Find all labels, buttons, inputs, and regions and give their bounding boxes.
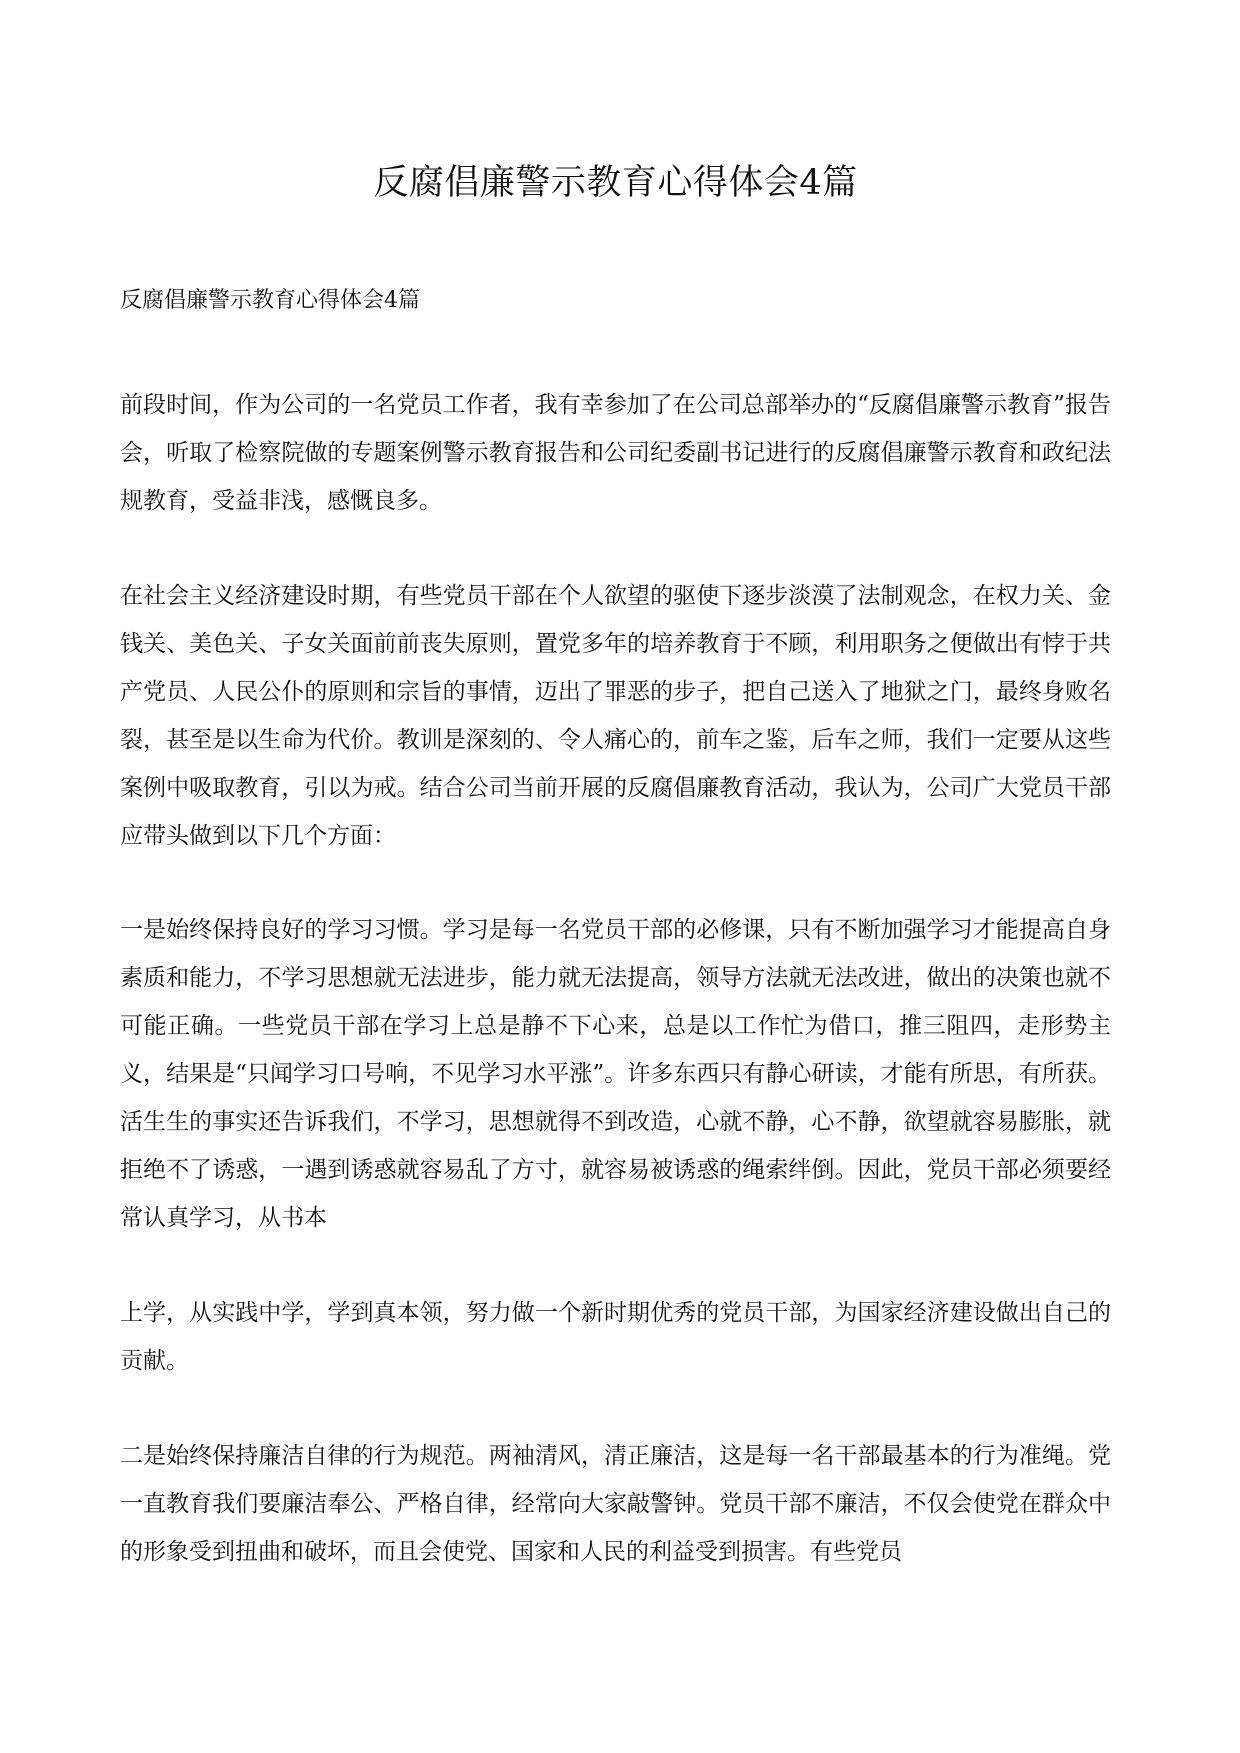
- paragraph-point-two: 二是始终保持廉洁自律的行为规范。两袖清风，清正廉洁，这是每一名干部最基本的行为准绳。党一直教育我们要廉洁奉公、严格自律，经常向大家敲警钟。党员干部不廉洁，不仅会使党在群众中的形象受到扭曲和破坏，而且会使党、国家和人民的利益受到损害。有些党员: [120, 1443, 1111, 1565]
- document-subtitle: 反腐倡廉警示教育心得体会4篇: [120, 288, 420, 313]
- paragraph-point-one-continued: 上学，从实践中学，学到真本领，努力做一个新时期优秀的党员干部，为国家经济建设做出自己的贡献。: [120, 1300, 1111, 1374]
- paragraph-intro: 前段时间，作为公司的一名党员工作者，我有幸参加了在公司总部举办的“反腐倡廉警示教育”报告会，听取了检察院做的专题案例警示教育报告和公司纪委副书记进行的反腐倡廉警示教育和政纪法规教育，受益非浅，感慨良多。: [120, 392, 1111, 514]
- paragraph-background: 在社会主义经济建设时期，有些党员干部在个人欲望的驱使下逐步淡漠了法制观念，在权力关、金钱关、美色关、子女关面前前丧失原则，置党多年的培养教育于不顾，利用职务之便做出有悖于共产党员、人民公仆的原则和宗旨的事情，迈出了罪恶的步子，把自己送入了地狱之门，最终身败名裂，甚至是以生命为代价。教训是深刻的、令人痛心的，前车之鉴，后车之师，我们一定要从这些案例中吸取教育，引以为戒。结合公司当前开展的反腐倡廉教育活动，我认为，公司广大党员干部应带头做到以下几个方面：: [120, 583, 1111, 849]
- paragraph-point-one: 一是始终保持良好的学习习惯。学习是每一名党员干部的必修课，只有不断加强学习才能提高自身素质和能力，不学习思想就无法进步，能力就无法提高，领导方法就无法改进，做出的决策也就不可能正确。一些党员干部在学习上总是静不下心来，总是以工作忙为借口，推三阻四，走形势主义，结果是“只闻学习口号响，不见学习水平涨”。许多东西只有静心研读，才能有所思，有所获。活生生的事实还告诉我们，不学习，思想就得不到改造，心就不静，心不静，欲望就容易膨胀，就拒绝不了诱惑，一遇到诱惑就容易乱了方寸，就容易被诱惑的绳索绊倒。因此，党员干部必须要经常认真学习，从书本: [120, 917, 1111, 1231]
- document-title: 反腐倡廉警示教育心得体会4篇: [373, 163, 858, 203]
